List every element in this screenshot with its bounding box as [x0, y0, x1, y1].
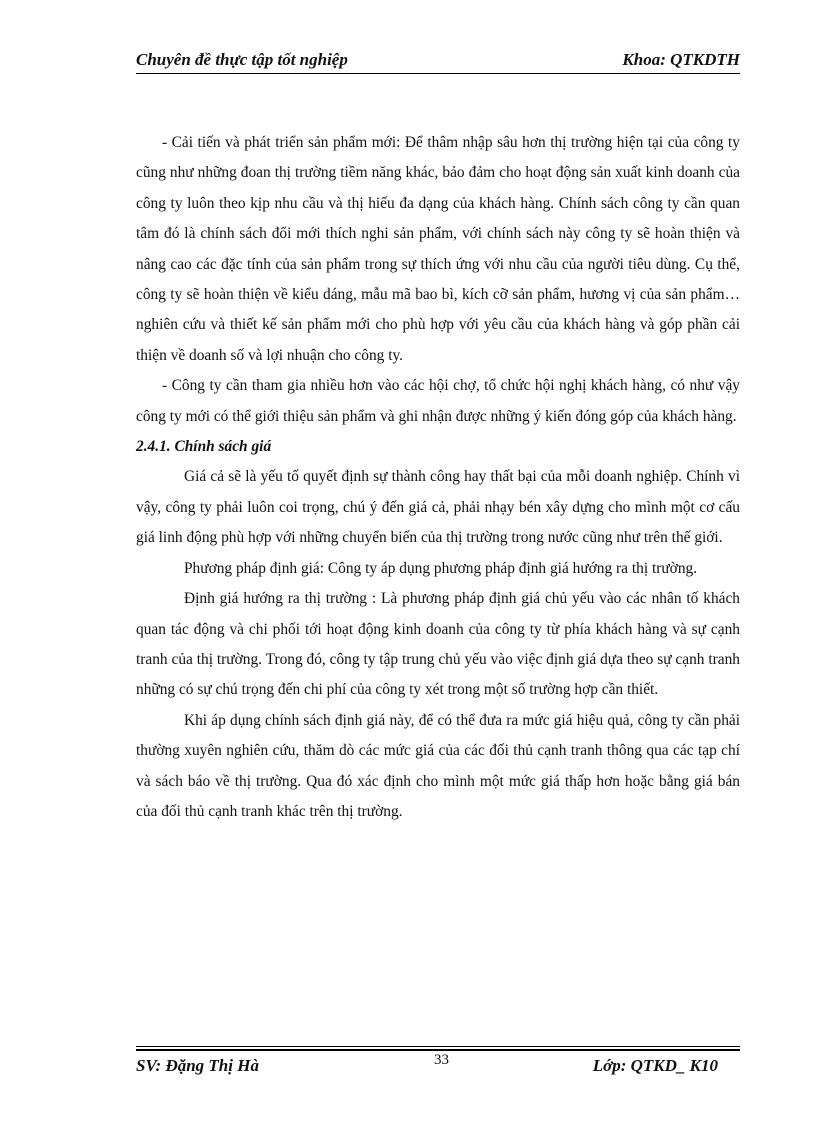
footer-rule-thick	[136, 1049, 740, 1051]
paragraph-new-products: - Cải tiến và phát triển sản phẩm mới: Để thâm nhập sâu hơn thị trường hiện tại của công ty cũng như những đoan thị trường tiềm năng khác, bảo đảm cho hoạt động sản xuất kinh doanh của công ty luôn theo kịp nhu cầu và thị hiếu đa dạng của khách hàng. Chính sách công ty cần quan tâm đó là chính sách đổi mới thích nghi sản phẩm, với chính sách này công ty sẽ hoàn thiện và nâng cao các đặc tính của sản phẩm trong sự thích ứng với nhu cầu của người tiêu dùng. Cụ thể, công ty sẽ hoàn thiện về kiểu dáng, mẫu mã bao bì, kích cỡ sản phẩm, hương vị của sản phẩm… nghiên cứu và thiết kế sản phẩm mới cho phù hợp với yêu cầu của khách hàng và góp phần cải thiện về doanh số và lợi nhuận cho công ty.	[136, 134, 740, 364]
section-heading-pricing: 2.4.1. Chính sách giá	[136, 438, 272, 456]
paragraph-trade-fairs: - Công ty cần tham gia nhiều hơn vào các hội chợ, tổ chức hội nghị khách hàng, có như vậy công ty mới có thể giới thiệu sản phẩm và ghi nhận được những ý kiến đóng góp của khách hàng.	[136, 377, 740, 425]
paragraph-pricing-importance: Giá cả sẽ là yếu tố quyết định sự thành công hay thất bại của mỗi doanh nghiệp. Chính vì vậy, công ty phải luôn coi trọng, chú ý đến giá cả, phải nhạy bén xây dựng cho mình một cơ cấu giá linh động phù hợp với những chuyển biến của thị trường trong nước cũng như trên thế giới.	[136, 468, 740, 547]
page-header	[136, 48, 740, 74]
paragraph-market-pricing: Định giá hướng ra thị trường : Là phương pháp định giá chủ yếu vào các nhân tố khách quan tác động và chi phối tới hoạt động kinh doanh của công ty từ phía khách hàng và sự cạnh tranh của thị trường. Trong đó, công ty tập trung chủ yếu vào việc định giá dựa theo sự cạnh tranh những có sự chú trọng đến chi phí của công ty xét trong một số trường hợp cần thiết.	[136, 590, 740, 699]
faculty-label: Khoa: QTKDTH	[622, 50, 740, 69]
student-name: SV: Đặng Thị Hà	[136, 1056, 259, 1075]
class-label: Lớp: QTKD_ K10	[592, 1056, 718, 1075]
page-body	[136, 128, 740, 827]
document-title: Chuyên đề thực tập tốt nghiệp	[136, 50, 348, 69]
header-rule	[136, 73, 740, 74]
paragraph-pricing-method: Phương pháp định giá: Công ty áp dụng phương pháp định giá hướng ra thị trường.	[184, 559, 698, 577]
page-footer	[136, 1046, 740, 1086]
paragraph-pricing-application: Khi áp dụng chính sách định giá này, để có thể đưa ra mức giá hiệu quả, công ty cần phải thường xuyên nghiên cứu, thăm dò các mức giá của các đối thủ cạnh tranh thông qua các tạp chí và sách báo về thị trường. Qua đó xác định cho mình một mức giá thấp hơn hoặc bằng giá bán của đối thủ cạnh tranh khác trên thị trường.	[136, 711, 740, 820]
page-number: 33	[434, 1052, 449, 1068]
footer-rule-thin	[136, 1046, 740, 1047]
